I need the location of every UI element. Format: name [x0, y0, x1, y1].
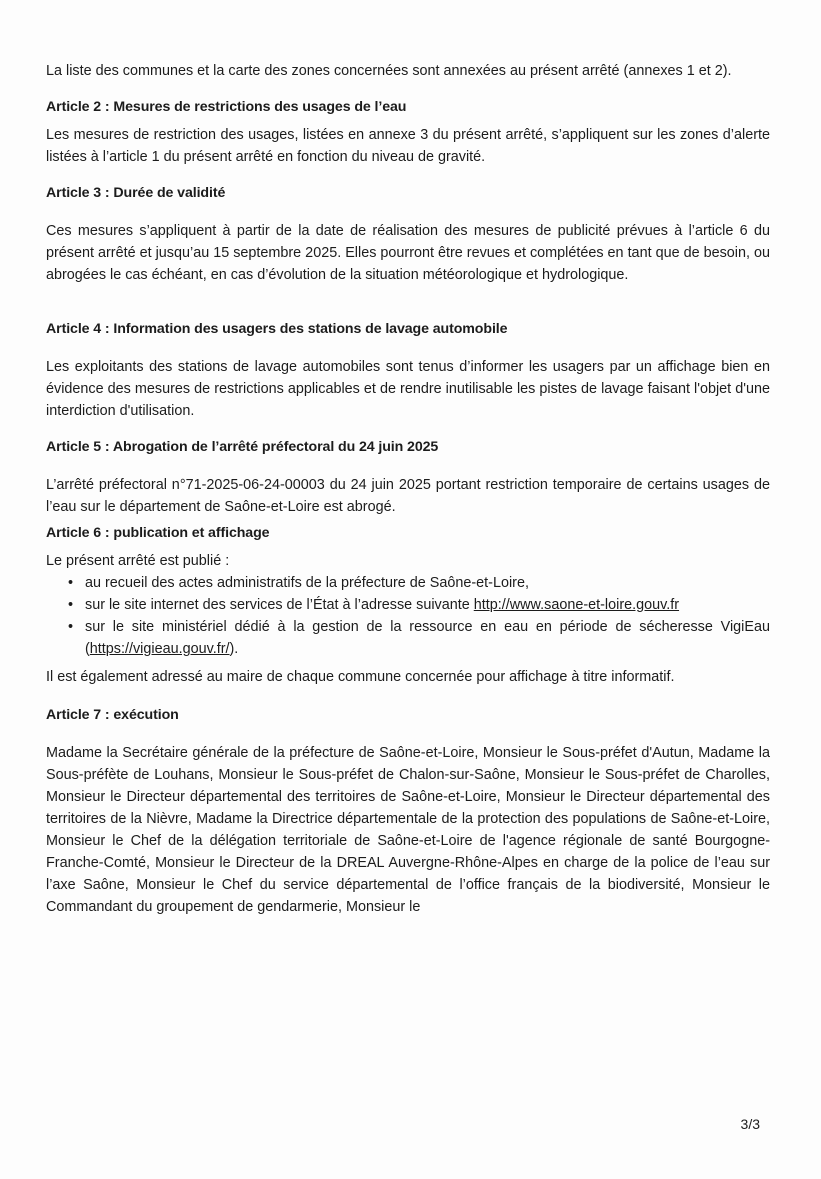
document-body [46, 60, 770, 918]
list-item-text: sur le site ministériel dédié à la gestion de la ressource en eau en période de sécheresse VigiEau ( [85, 619, 770, 657]
article-5-body: L’arrêté préfectoral n°71-2025-06-24-00003 du 24 juin 2025 portant restriction temporaire de certains usages de l’eau sur le département de Saône-et-Loire est abrogé. [46, 477, 770, 515]
article-4-body: Les exploitants des stations de lavage automobiles sont tenus d’informer les usagers par un affichage bien en évidence des mesures de restrictions applicables et de rendre inutilisable les pistes de lavage faisant l'objet d'une interdiction d'utilisation. [46, 359, 770, 419]
list-item [46, 594, 770, 616]
list-item-text: sur le site internet des services de l’État à l’adresse suivante [85, 597, 474, 613]
bullet-icon: • [68, 619, 74, 635]
article-6-closing: Il est également adressé au maire de chaque commune concernée pour affichage à titre informatif. [46, 669, 675, 685]
article-7-heading: Article 7 : exécution [46, 707, 179, 723]
article-4-heading: Article 4 : Information des usagers des stations de lavage automobile [46, 321, 508, 337]
publication-list [46, 572, 770, 660]
vigieau-link[interactable]: https://vigieau.gouv.fr/ [89, 641, 230, 657]
article-3-heading: Article 3 : Durée de validité [46, 185, 226, 201]
list-item [46, 616, 770, 660]
list-item-end: ). [229, 641, 239, 657]
bullet-icon: • [68, 597, 74, 613]
article-6-heading: Article 6 : publication et affichage [46, 525, 270, 541]
prefecture-website-link[interactable]: http://www.saone-et-loire.gouv.fr [473, 597, 680, 613]
article-5-heading: Article 5 : Abrogation de l’arrêté préfectoral du 24 juin 2025 [46, 439, 439, 455]
article-3-body: Ces mesures s’appliquent à partir de la date de réalisation des mesures de publicité prévues à l’article 6 du présent arrêté et jusqu’au 15 septembre 2025. Elles pourront être revues et complétées en tant que de besoin, ou abrogées le cas échéant, en cas d’évolution de la situation météorologique et hydrologique. [46, 223, 770, 283]
intro-paragraph: La liste des communes et la carte des zones concernées sont annexées au présent arrêté (annexes 1 et 2). [46, 63, 732, 79]
list-item-text: au recueil des actes administratifs de la préfecture de Saône-et-Loire, [85, 575, 529, 591]
article-2-body: Les mesures de restriction des usages, listées en annexe 3 du présent arrêté, s’appliquent sur les zones d’alerte listées à l’article 1 du présent arrêté en fonction du niveau de gravité. [46, 127, 770, 165]
list-item [46, 572, 770, 594]
article-2-heading: Article 2 : Mesures de restrictions des usages de l’eau [46, 99, 407, 115]
article-6-intro: Le présent arrêté est publié : [46, 553, 230, 569]
article-7-body: Madame la Secrétaire générale de la préfecture de Saône-et-Loire, Monsieur le Sous-préfet d'Autun, Madame la Sous-préfète de Louhans, Monsieur le Sous-préfet de Chalon-sur-Saône, Monsieur le Sous-préfet de Charolles, Monsieur le Directeur départemental des territoires de Saône-et-Loire, Monsieur le Directeur départemental des territoires de la Nièvre, Madame la Directrice départementale de la protection des populations de Saône-et-Loire, Monsieur le Chef de la délégation territoriale de Saône-et-Loire de l'agence régionale de santé Bourgogne-Franche-Comté, Monsieur le Directeur de la DREAL Auvergne-Rhône-Alpes en charge de la police de l’eau sur l’axe Saône, Monsieur le Chef du service départemental de l’office français de la biodiversité, Monsieur le Commandant du groupement de gendarmerie, Monsieur le [46, 745, 770, 915]
bullet-icon: • [68, 575, 74, 591]
page-number: 3/3 [740, 1116, 760, 1132]
